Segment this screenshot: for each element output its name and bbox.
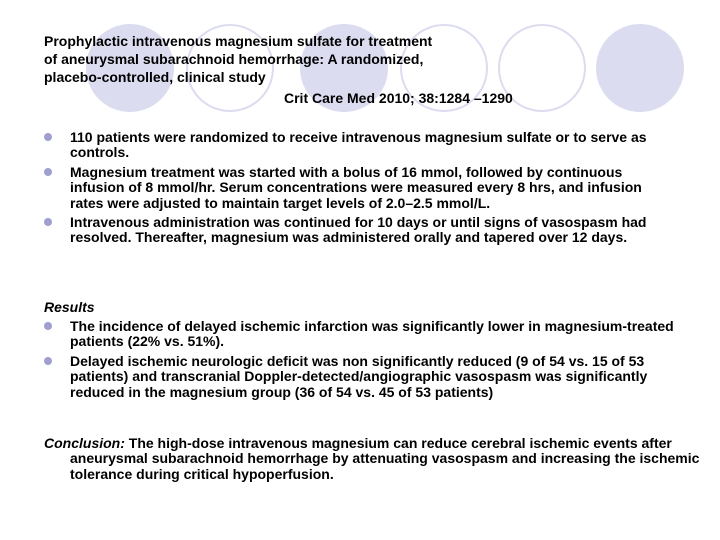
list-item (44, 215, 676, 246)
list-item (44, 319, 676, 350)
decorative-circle (596, 24, 684, 112)
title-line: Prophylactic intravenous magnesium sulfate for treatment (44, 33, 433, 49)
title-line: placebo-controlled, clinical study (44, 69, 266, 85)
conclusion-text: The high-dose intravenous magnesium can reduce cerebral ischemic events after aneurysmal subarachnoid hemorrhage by attenuating vasospasm and increasing the ischemic tolerance during critical hypoperfusion. (70, 435, 700, 482)
results-heading: Results (44, 299, 95, 315)
citation: Crit Care Med 2010; 38:1284 –1290 (284, 90, 513, 106)
slide-title (44, 32, 432, 86)
list-item (44, 354, 676, 400)
bullet-icon (44, 133, 52, 141)
list-item-text: The incidence of delayed ischemic infarction was significantly lower in magnesium-treated patients (22% vs. 51%). (70, 318, 674, 350)
bullet-icon (44, 322, 52, 330)
bullet-icon (44, 218, 52, 226)
bullet-icon (44, 357, 52, 365)
list-item (44, 165, 676, 211)
list-item (44, 130, 676, 161)
title-line: of aneurysmal subarachnoid hemorrhage: A randomized, (44, 51, 424, 67)
list-item-text: 110 patients were randomized to receive intravenous magnesium sulfate or to serve as controls. (70, 129, 647, 161)
conclusion (44, 436, 710, 482)
methods-list (44, 130, 676, 250)
list-item-text: Delayed ischemic neurologic deficit was non significantly reduced (9 of 54 vs. 15 of 53 patients) and transcranial Doppler-detected/angiographic vasospasm was significantly reduced in the magnesium group (36 of 54 vs. 45 of 53 patients) (70, 352, 648, 400)
list-item-text: Magnesium treatment was started with a bolus of 16 mmol, followed by continuous infusion of 8 mmol/hr. Serum concentrations were measured every 8 hrs, and infusion rates were adjusted to maintain target levels of 2.0–2.5 mmol/L. (70, 163, 642, 211)
list-item-text: Intravenous administration was continued for 10 days or until signs of vasospasm had resolved. Thereafter, magnesium was administered orally and tapered over 12 days. (70, 214, 647, 246)
conclusion-label: Conclusion: (44, 435, 125, 451)
bullet-icon (44, 168, 52, 176)
results-list (44, 319, 676, 404)
